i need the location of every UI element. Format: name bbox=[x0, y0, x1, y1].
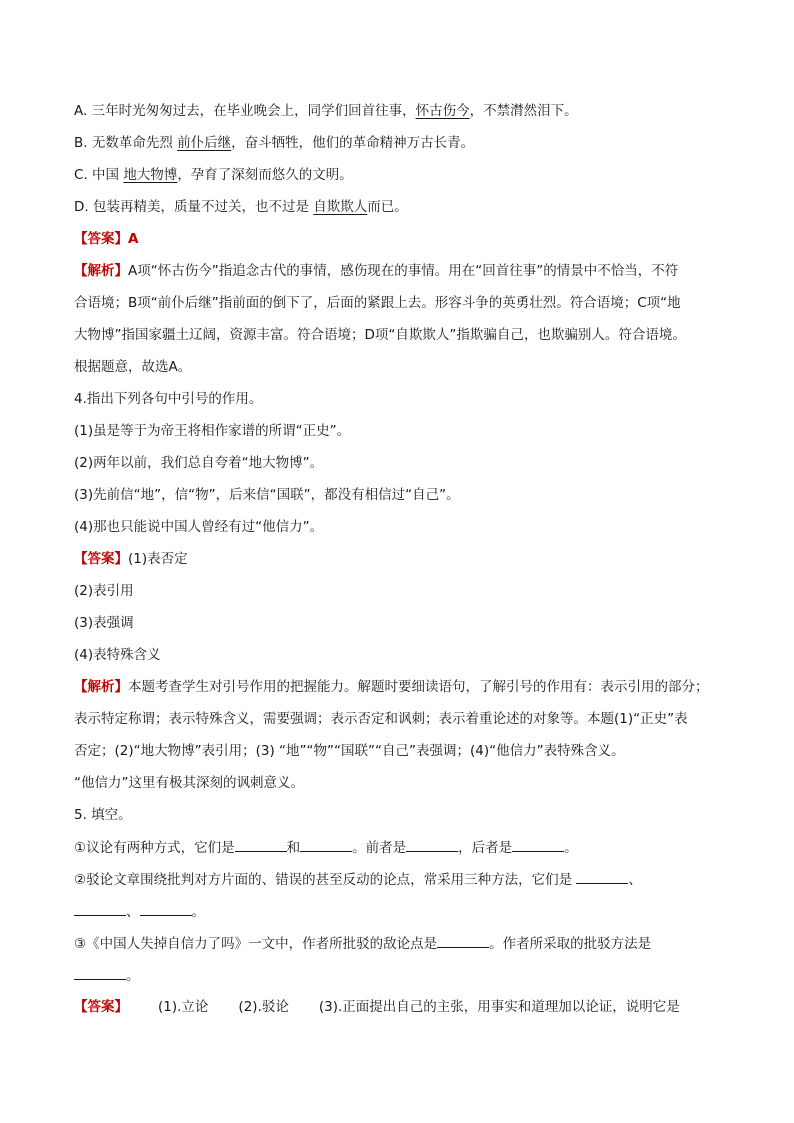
analysis-tag: 【解析】 bbox=[74, 679, 128, 695]
q4-analysis-line-4: “他信力”这里有极其深刻的讽刺意义。 bbox=[74, 775, 304, 791]
q4-item-1: (1)虽是等于为帝王将相作家谱的所谓“正史”。 bbox=[74, 423, 351, 439]
q3-analysis-line-4: 根据题意，故选A。 bbox=[74, 359, 192, 375]
analysis-tag: 【解析】 bbox=[74, 263, 128, 279]
option-a-text-end: ，不禁潸然泪下。 bbox=[469, 103, 578, 119]
q5-line-1: ①议论有两种方式，它们是 和 。前者是 ，后者是 。 bbox=[74, 837, 578, 858]
q4-item-4: (4)那也只能说中国人曾经有过“他信力”。 bbox=[74, 519, 324, 535]
q4-question: 4.指出下列各句中引号的作用。 bbox=[74, 391, 263, 407]
option-b bbox=[74, 133, 474, 153]
q5-line-2: ②驳论文章围绕批判对方片面的、错误的甚至反动的论点，常采用三种方法，它们是 、 bbox=[74, 869, 642, 890]
fill-blank bbox=[300, 837, 352, 852]
q4-analysis-line-2: 表示特定称谓；表示特殊含义，需要强调；表示否定和讽刺；表示着重论述的对象等。本题(1)“正史”表 bbox=[74, 711, 688, 727]
q5-question: 5. 填空。 bbox=[74, 807, 132, 823]
fill-blank bbox=[74, 901, 126, 916]
fill-blank bbox=[74, 965, 126, 980]
option-c-text-end: ，孕育了深刻而悠久的文明。 bbox=[177, 167, 353, 183]
option-b-idiom: 前仆后继 bbox=[177, 135, 232, 151]
q4-item-3: (3)先前信“地”，信“物”，后来信“国联”，都没有相信过“自己”。 bbox=[74, 487, 460, 503]
q3-analysis-line-2: 合语境；B项“前仆后继”指前面的倒下了，后面的紧跟上去。形容斗争的英勇壮烈。符合语境；C项“地 bbox=[74, 295, 681, 311]
answer-tag: 【答案】 bbox=[74, 999, 128, 1015]
option-c bbox=[74, 165, 353, 185]
option-d-text-end: 而已。 bbox=[367, 199, 408, 215]
q5-line-3: 、 。 bbox=[74, 901, 205, 922]
fill-blank bbox=[437, 933, 489, 948]
q4-answer-2: (2)表引用 bbox=[74, 583, 134, 599]
option-b-text: B. 无数革命先烈 bbox=[74, 135, 178, 151]
q4-answer-4: (4)表特殊含义 bbox=[74, 647, 161, 663]
q5-answer: 【答案】 (1).立论 (2).驳论 (3).正面提出自己的主张，用事实和道理加以论证，说明它是 bbox=[74, 999, 680, 1015]
q4-analysis-line-1: 【解析】本题考查学生对引号作用的把握能力。解题时要细读语句，了解引号的作用有：表示引用的部分； bbox=[74, 679, 709, 695]
option-d-idiom: 自欺欺人 bbox=[313, 199, 368, 215]
option-c-idiom: 地大物博 bbox=[123, 167, 178, 183]
q3-answer bbox=[74, 229, 138, 249]
answer-tag: 【答案】 bbox=[74, 551, 128, 567]
q5-line-5: 。 bbox=[74, 965, 140, 986]
q3-analysis-line-1: 【解析】A项“怀古伤今”指追念古代的事情，感伤现在的事情。用在“回首往事”的情景中不恰当，不符 bbox=[74, 263, 679, 279]
answer-value: A bbox=[128, 231, 139, 247]
fill-blank bbox=[576, 869, 628, 884]
option-d bbox=[74, 197, 408, 217]
option-c-text: C. 中国 bbox=[74, 167, 124, 183]
q3-analysis-line-3: 大物博”指国家疆土辽阔，资源丰富。符合语境；D项“自欺欺人”指欺骗自己，也欺骗别人。符合语境。 bbox=[74, 327, 686, 343]
option-a bbox=[74, 101, 578, 121]
fill-blank bbox=[406, 837, 458, 852]
option-d-text: D. 包装再精美，质量不过关，也不过是 bbox=[74, 199, 314, 215]
option-a-idiom: 怀古伤今 bbox=[415, 103, 470, 119]
q4-answer-1: 【答案】(1)表否定 bbox=[74, 551, 188, 567]
answer-tag: 【答案】 bbox=[74, 231, 128, 247]
fill-blank bbox=[235, 837, 287, 852]
q4-answer-3: (3)表强调 bbox=[74, 615, 134, 631]
fill-blank bbox=[512, 837, 564, 852]
option-a-text: A. 三年时光匆匆过去，在毕业晚会上，同学们回首往事， bbox=[74, 103, 416, 119]
option-b-text-end: ，奋斗牺牲，他们的革命精神万古长青。 bbox=[231, 135, 475, 151]
q5-line-4: ③《中国人失掉自信力了吗》一文中，作者所批驳的敌论点是 。作者所采取的批驳方法是 bbox=[74, 933, 651, 954]
fill-blank bbox=[140, 901, 192, 916]
q4-analysis-line-3: 否定；(2)“地大物博”表引用；(3) “地”“物”“国联”“自己”表强调；(4)“他信力”表特殊含义。 bbox=[74, 743, 625, 759]
q4-item-2: (2)两年以前，我们总自夸着“地大物博”。 bbox=[74, 455, 324, 471]
